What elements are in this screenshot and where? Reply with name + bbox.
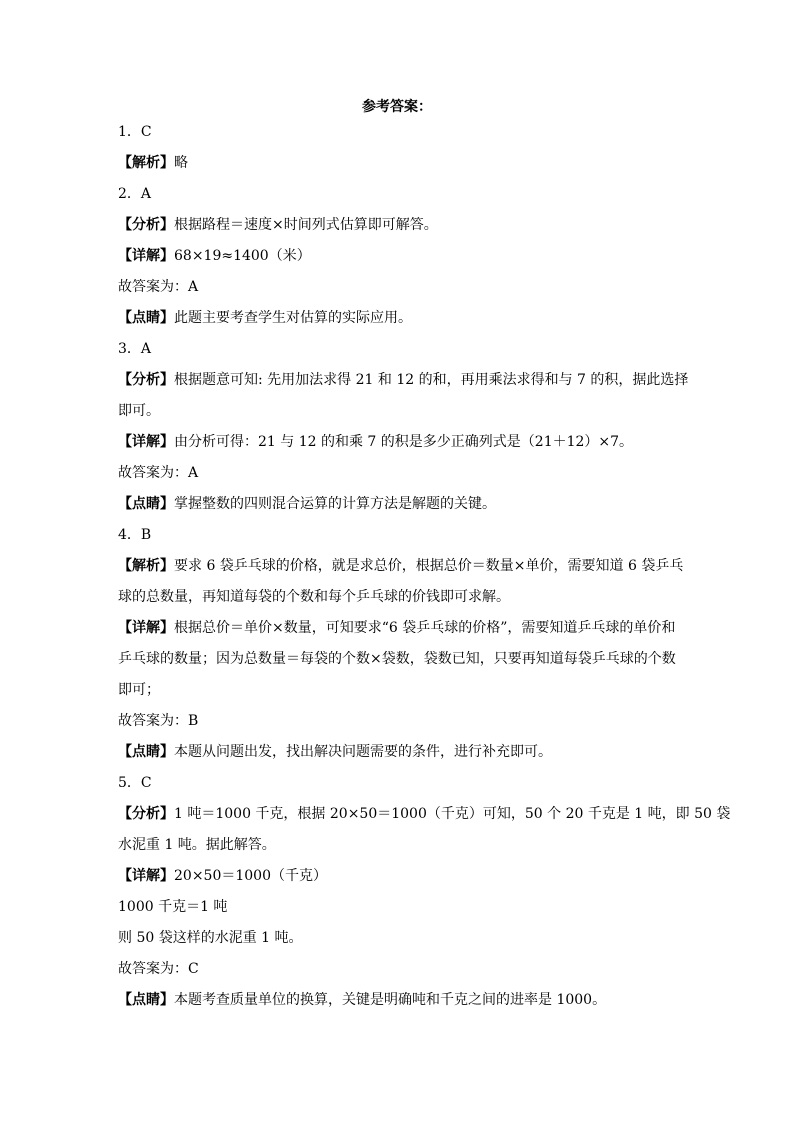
line-text: 由分析可得：21 与 12 的和乘 7 的积是多少正确列式是（21＋12）×7。 [174, 434, 634, 450]
answer-line [118, 308, 412, 328]
answer-line [118, 277, 198, 297]
answer-line [118, 928, 303, 948]
line-text: 球的总数量，再知道每袋的个数和每个乒乓球的价钱即可求解。 [118, 589, 510, 605]
answer-line [118, 742, 552, 762]
section-label: 【解析】 [118, 155, 174, 171]
section-label: 【点睛】 [118, 744, 174, 760]
line-text: 4．B [118, 527, 152, 543]
section-label: 【点睛】 [118, 310, 174, 326]
answer-line [118, 184, 151, 204]
line-text: 故答案为：A [118, 279, 199, 295]
line-text: 故答案为：C [118, 961, 199, 977]
section-label: 【详解】 [118, 248, 174, 264]
line-text: 20×50＝1000（千克） [174, 868, 327, 884]
section-label: 【分析】 [118, 217, 174, 233]
answer-line [118, 587, 510, 607]
line-text: 根据路程＝速度×时间列式估算即可解答。 [174, 217, 438, 233]
answer-line [118, 463, 198, 483]
line-text: 故答案为：A [118, 465, 199, 481]
answer-line [118, 804, 730, 824]
answer-line [118, 246, 311, 266]
answer-line [118, 835, 276, 855]
line-text: 本题从问题出发，找出解决问题需要的条件，进行补充即可。 [174, 744, 552, 760]
line-text: 即可。 [118, 403, 160, 419]
answer-line [118, 339, 151, 359]
line-text: 即可； [118, 682, 160, 698]
answer-line [118, 525, 151, 545]
answer-line [118, 680, 160, 700]
answer-line [118, 990, 606, 1010]
section-label: 【详解】 [118, 868, 174, 884]
line-text: 乒乓球的数量；因为总数量＝每袋的个数×袋数，袋数已知，只要再知道每袋乒乓球的个数 [118, 651, 676, 667]
line-text: 本题考查质量单位的换算，关键是明确吨和千克之间的进率是 1000。 [174, 992, 607, 1008]
section-label: 【详解】 [118, 434, 174, 450]
line-text: 5．C [118, 775, 152, 791]
line-text: 2．A [118, 186, 152, 202]
section-label: 【分析】 [118, 372, 174, 388]
answer-line [118, 649, 676, 669]
section-label: 【分析】 [118, 806, 174, 822]
section-label: 【解析】 [118, 558, 174, 574]
line-text: 根据题意可知: 先用加法求得 21 和 12 的和，再用乘法求得和与 7 的积，据此选择 [174, 372, 689, 388]
section-label: 【点睛】 [118, 992, 174, 1008]
answer-line [118, 618, 675, 638]
answer-line [118, 959, 199, 979]
line-text: 则 50 袋这样的水泥重 1 吨。 [118, 930, 303, 946]
answer-line [118, 432, 633, 452]
line-text: 水泥重 1 吨。据此解答。 [118, 837, 276, 853]
answer-line [118, 897, 227, 917]
answer-line [118, 556, 683, 576]
line-text: 根据总价＝单价×数量，可知要求“6 袋乒乓球的价格”，需要知道乒乓球的单价和 [174, 620, 676, 636]
line-text: 略 [174, 155, 188, 171]
answer-line [118, 215, 438, 235]
line-text: 要求 6 袋乒乓球的价格，就是求总价，根据总价＝数量×单价，需要知道 6 袋乒乓 [174, 558, 684, 574]
line-text: 此题主要考查学生对估算的实际应用。 [174, 310, 412, 326]
line-text: 1．C [118, 124, 152, 140]
line-text: 故答案为：B [118, 713, 199, 729]
answer-line [118, 153, 188, 173]
line-text: 3．A [118, 341, 152, 357]
answer-line [118, 866, 327, 886]
answer-line [118, 773, 152, 793]
page-title: 参考答案： [362, 99, 432, 115]
line-text: 1 吨＝1000 千克，根据 20×50＝1000（千克）可知，50 个 20 千克是 1 吨，即 50 袋 [174, 806, 731, 822]
line-text: 掌握整数的四则混合运算的计算方法是解题的关键。 [174, 496, 496, 512]
answer-line [118, 711, 198, 731]
answer-line [118, 370, 688, 390]
answer-line [118, 494, 496, 514]
answer-line [118, 122, 152, 142]
section-label: 【点睛】 [118, 496, 174, 512]
section-label: 【详解】 [118, 620, 174, 636]
line-text: 68×19≈1400（米） [174, 248, 311, 264]
line-text: 1000 千克＝1 吨 [118, 899, 228, 915]
answer-line [118, 401, 160, 421]
